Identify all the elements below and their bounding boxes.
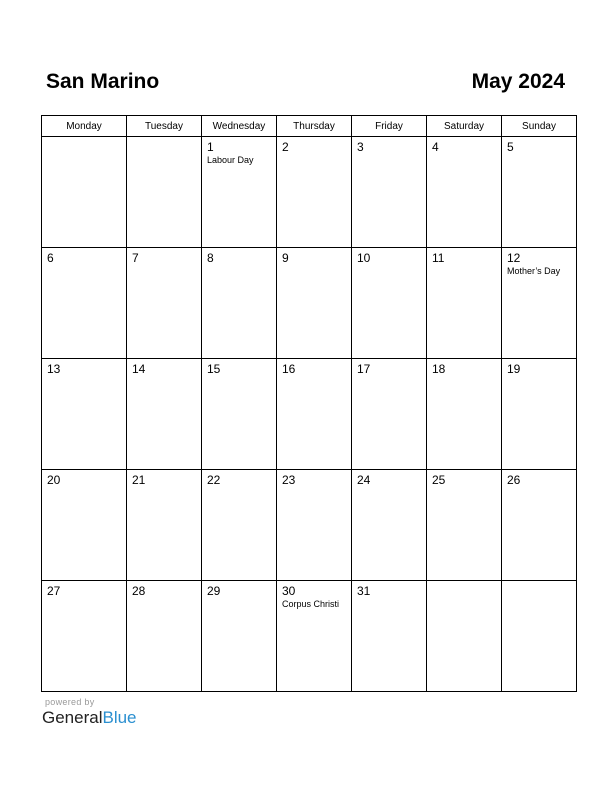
day-cell [427, 359, 502, 470]
weekday-header: Sunday [502, 116, 577, 137]
day-number: 30 [282, 584, 296, 598]
weekday-header: Wednesday [202, 116, 277, 137]
day-cell [42, 581, 127, 692]
day-cell [202, 581, 277, 692]
day-cell [277, 470, 352, 581]
day-number: 20 [47, 473, 61, 487]
day-number: 31 [357, 584, 371, 598]
day-cell [427, 581, 502, 692]
day-cell [202, 137, 277, 248]
week-row [42, 137, 577, 248]
day-number: 21 [132, 473, 146, 487]
day-number: 10 [357, 251, 371, 265]
day-number: 7 [132, 251, 139, 265]
day-number: 12 [507, 251, 521, 265]
calendar-grid [41, 115, 577, 692]
day-cell [352, 248, 427, 359]
brand-name-part1: General [42, 708, 103, 727]
weekday-header: Friday [352, 116, 427, 137]
day-number: 5 [507, 140, 514, 154]
day-number: 11 [432, 251, 445, 265]
holiday-label: Mother’s Day [507, 266, 561, 276]
weekday-header: Saturday [427, 116, 502, 137]
calendar-month-title: May 2024 [471, 70, 565, 93]
day-cell [277, 137, 352, 248]
day-number: 19 [507, 362, 521, 376]
day-cell [202, 359, 277, 470]
day-cell [42, 359, 127, 470]
day-cell [352, 137, 427, 248]
week-row [42, 470, 577, 581]
weekday-header-row [42, 116, 577, 137]
calendar-body [42, 137, 577, 692]
day-cell [427, 137, 502, 248]
day-cell [202, 470, 277, 581]
day-number: 28 [132, 584, 146, 598]
day-cell [352, 581, 427, 692]
day-number: 1 [207, 140, 214, 154]
day-cell [127, 470, 202, 581]
day-cell [502, 470, 577, 581]
brand-name-part2: Blue [102, 708, 137, 727]
weekday-header: Thursday [277, 116, 352, 137]
day-cell [502, 359, 577, 470]
day-cell [42, 137, 127, 248]
day-number: 14 [132, 362, 146, 376]
day-number: 17 [357, 362, 371, 376]
day-number: 2 [282, 140, 289, 154]
day-number: 29 [207, 584, 221, 598]
day-number: 16 [282, 362, 296, 376]
day-number: 27 [47, 584, 61, 598]
day-cell [127, 581, 202, 692]
day-number: 24 [357, 473, 371, 487]
powered-by-label: powered by [45, 697, 95, 707]
calendar-country-title: San Marino [46, 70, 160, 93]
day-cell [427, 470, 502, 581]
day-number: 26 [507, 473, 521, 487]
day-cell [42, 470, 127, 581]
day-cell [352, 470, 427, 581]
brand-logo [42, 708, 137, 728]
day-cell [427, 248, 502, 359]
day-cell [502, 248, 577, 359]
day-cell [202, 248, 277, 359]
weekday-header: Tuesday [127, 116, 202, 137]
day-number: 3 [357, 140, 364, 154]
day-cell [502, 581, 577, 692]
day-cell [277, 359, 352, 470]
week-row [42, 581, 577, 692]
week-row [42, 248, 577, 359]
holiday-label: Corpus Christi [282, 599, 340, 609]
day-number: 9 [282, 251, 289, 265]
day-cell [42, 248, 127, 359]
day-number: 8 [207, 251, 214, 265]
day-number: 13 [47, 362, 61, 376]
day-number: 6 [47, 251, 54, 265]
day-number: 18 [432, 362, 446, 376]
day-cell [127, 137, 202, 248]
weekday-header: Monday [42, 116, 127, 137]
day-cell [502, 137, 577, 248]
day-cell [127, 359, 202, 470]
day-number: 23 [282, 473, 296, 487]
holiday-label: Labour Day [207, 155, 254, 165]
week-row [42, 359, 577, 470]
day-cell [277, 248, 352, 359]
day-cell [127, 248, 202, 359]
day-cell [277, 581, 352, 692]
day-number: 4 [432, 140, 439, 154]
day-number: 22 [207, 473, 221, 487]
day-number: 25 [432, 473, 446, 487]
day-cell [352, 359, 427, 470]
day-number: 15 [207, 362, 221, 376]
